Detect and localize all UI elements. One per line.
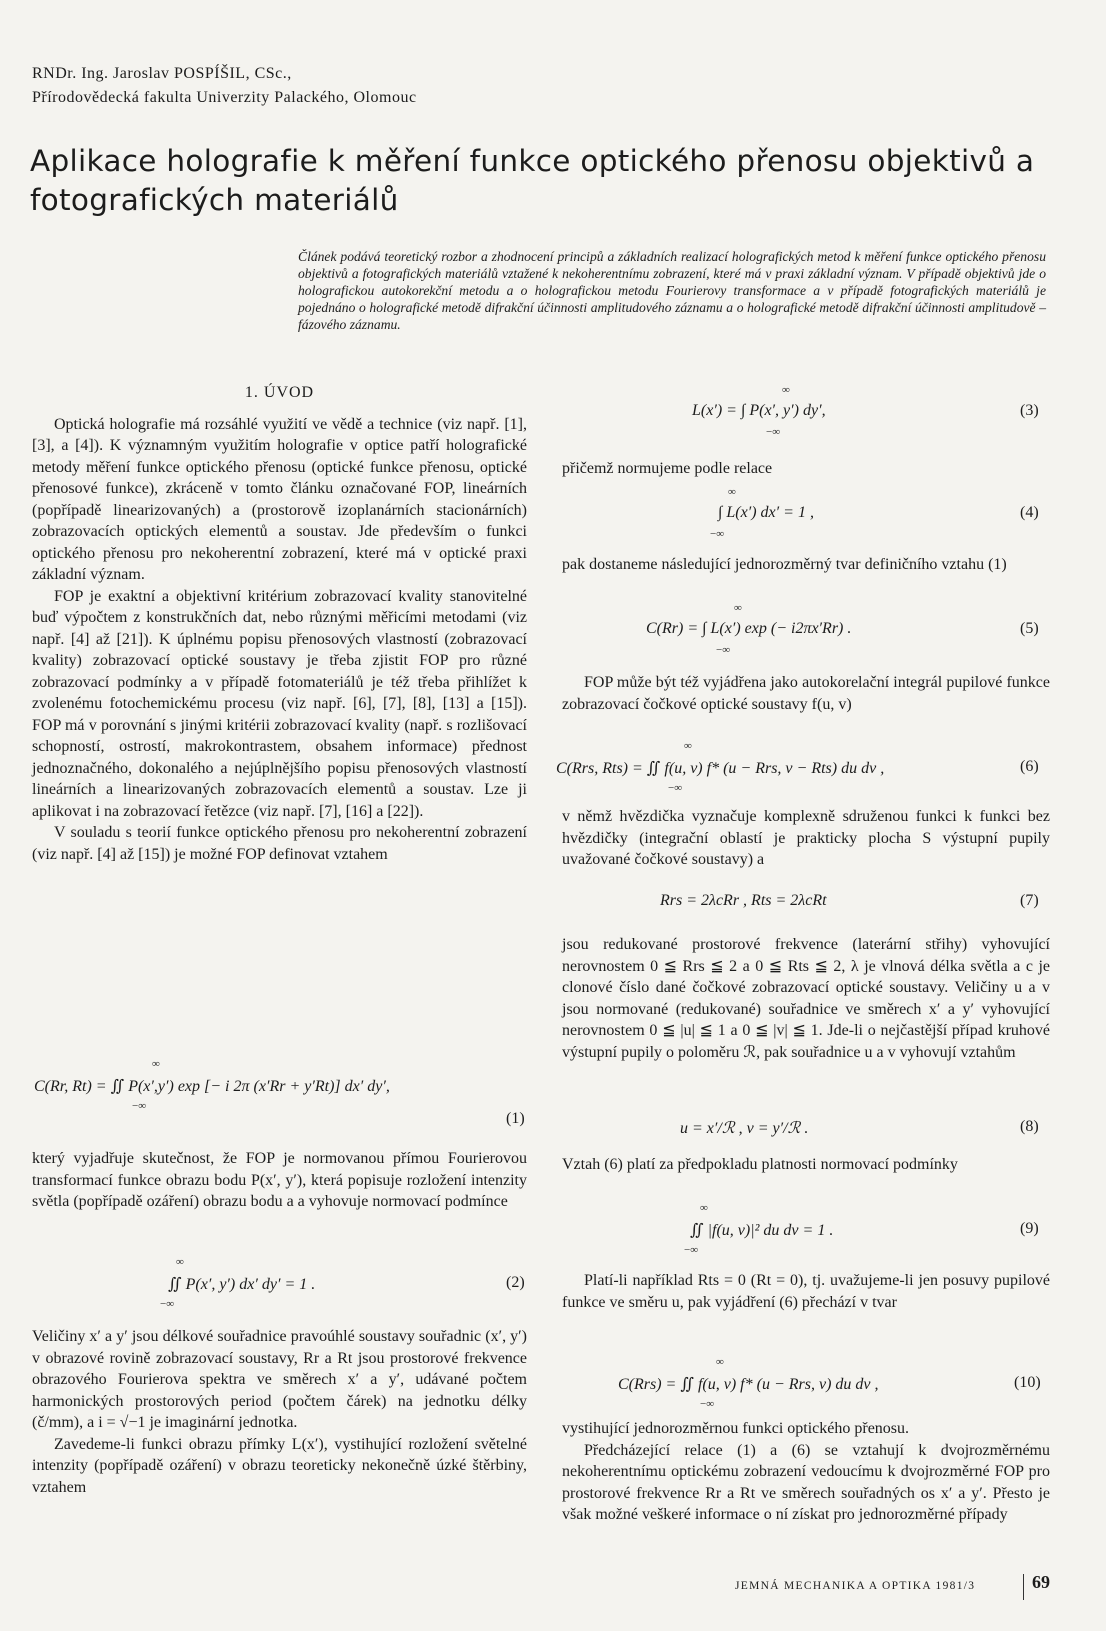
author-affiliation: Přírodovědecká fakulta Univerzity Palackého, Olomouc <box>32 89 417 106</box>
integral-upper-limit: ∞ <box>734 602 742 614</box>
equation-7: Rrs = 2λcRr , Rts = 2λcRt <box>660 892 827 909</box>
paragraph: který vyjadřuje skutečnost, že FOP je normovanou přímou Fourierovou transformací funkce obrazu bodu P(x′, y′), která popisuje rozložení intenzity světla (popřípadě ozáření) obrazu bodu a a vyhovuje normovací podmínce <box>32 1150 527 1210</box>
article-title: Aplikace holografie k měření funkce optického přenosu objektivů a fotografických materiálů <box>30 144 1035 217</box>
author-block <box>32 62 417 110</box>
integral-upper-limit: ∞ <box>684 740 692 752</box>
equation-3: L(x′) = ∫ P(x′, y′) dy′, <box>692 402 826 419</box>
integral-lower-limit: −∞ <box>700 1398 715 1410</box>
right-paragraph <box>562 806 1050 871</box>
equation-8: u = x′/ℛ , v = y′/ℛ . <box>680 1120 809 1137</box>
integral-lower-limit: −∞ <box>668 782 683 794</box>
integral-lower-limit: −∞ <box>684 1244 699 1256</box>
paragraph: Zavedeme-li funkci obrazu přímky L(x′), vystihující rozložení světelné intenzity (popřípadě ozáření) v obrazu teoreticky nekonečně úzké štěrbiny, vztahem <box>32 1435 527 1496</box>
left-column-bottom <box>32 1326 527 1498</box>
integral-upper-limit: ∞ <box>716 1356 724 1368</box>
integral-upper-limit: ∞ <box>700 1202 708 1214</box>
equation-number: (3) <box>1020 402 1039 419</box>
equation-number: (9) <box>1020 1220 1039 1237</box>
equation-number: (10) <box>1014 1374 1041 1391</box>
right-paragraph <box>562 1418 1050 1526</box>
paragraph: pak dostaneme následující jednorozměrný tvar definičního vztahu (1) <box>562 556 1007 573</box>
author-name: RNDr. Ing. Jaroslav POSPÍŠIL, CSc., <box>32 65 292 82</box>
equation-number: (2) <box>506 1274 525 1291</box>
left-column-middle <box>32 1148 527 1213</box>
equation-2: ∬ P(x′, y′) dx′ dy′ = 1 . <box>168 1276 316 1293</box>
right-paragraph <box>562 1270 1050 1313</box>
equation-4: ∫ L(x′) dx′ = 1 , <box>718 504 814 521</box>
equation-5: C(Rr) = ∫ L(x′) exp (− i2πx′Rr) . <box>646 620 852 637</box>
paragraph: přičemž normujeme podle relace <box>562 460 773 477</box>
equation-10: C(Rrs) = ∬ f(u, v) f* (u − Rrs, v) du dv , <box>618 1376 879 1393</box>
integral-lower-limit: −∞ <box>160 1298 175 1310</box>
integral-lower-limit: −∞ <box>132 1100 147 1112</box>
equation-number: (7) <box>1020 892 1039 909</box>
paragraph: FOP může být též vyjádřena jako autokorelační integrál pupilové funkce zobrazovací čočkové optické soustavy f(u, v) <box>562 674 1050 713</box>
right-paragraph <box>562 554 1050 576</box>
right-paragraph <box>562 672 1050 715</box>
equation-number: (4) <box>1020 504 1039 521</box>
equation-number: (8) <box>1020 1118 1039 1135</box>
integral-lower-limit: −∞ <box>766 426 781 438</box>
paragraph: Optická holografie má rozsáhlé využití ve vědě a technice (viz např. [1], [3], a [4]). K významným využitím holografie v optice patří holografické metody měření funkce optického přenosu (optické funkce přenosu, optické přenosové funkce), zkráceně v tomto článku označované FOP, lineárních (popřípadě linearizovaných) a (prostorově izoplanárních stacionárních) zobrazovacích optických elementů a soustav. Jde především o funkci optického přenosu pro nekoherentní zobrazení, které má v optické praxi základní význam. <box>32 415 527 583</box>
right-paragraph <box>562 934 1050 1063</box>
equation-1: C(Rr, Rt) = ∬ P(x′,y′) exp [− i 2π (x′Rr + y′Rt)] dx′ dy′, <box>34 1078 390 1095</box>
integral-lower-limit: −∞ <box>716 644 731 656</box>
integral-upper-limit: ∞ <box>176 1256 184 1268</box>
equation-9: ∬ |f(u, v)|² du dv = 1 . <box>690 1222 834 1239</box>
integral-lower-limit: −∞ <box>710 528 725 540</box>
equation-number: (5) <box>1020 620 1039 637</box>
equation-number: (1) <box>506 1110 525 1127</box>
paragraph: Předcházející relace (1) a (6) se vztahují k dvojrozměrnému nekoherentnímu optickému zobrazení vedoucímu k dvojrozměrné FOP pro prostorové frekvence Rr a Rt ve směrech souřadných os x′ a y′. Přesto je však možné veškeré informace o ní získat pro jednorozměrné případy <box>562 1441 1050 1523</box>
paragraph: jsou redukované prostorové frekvence (laterární střihy) vyhovující nerovnostem 0 ≦ Rrs ≦ 2 a 0 ≦ Rts ≦ 2, λ je vlnová délka světla a c je clonové číslo dané čočkové zobrazovací optické soustavy. Veličiny u a v jsou normované (redukované) souřadnice ve směrech x′ a y′ vyhovující nerovnostem 0 ≦ |u| ≦ 1 a 0 ≦ |v| ≦ 1. Jde-li o nejčastější případ kruhové výstupní pupily o poloměru ℛ, pak souřadnice u a v vyhovují vztahům <box>562 936 1050 1061</box>
paragraph: v němž hvězdička vyznačuje komplexně sdruženou funkci k funkci bez hvězdičky (integrační oblastí je prakticky plocha S výstupní pupily uvažované čočkové soustavy) a <box>562 808 1050 868</box>
footer-divider <box>1023 1574 1024 1600</box>
paragraph: Veličiny x′ a y′ jsou délkové souřadnice pravoúhlé soustavy souřadnic (x′, y′) v obrazové rovině zobrazovací soustavy, Rr a Rt jsou prostorové frekvence obrazového Fourierova spektra ve směrech x′ a y′, udávané počtem harmonických prostorových period (počtem čárek) na jednotku délky (č/mm), a i = √−1 je imaginární jednotka. <box>32 1328 527 1431</box>
page-number: 69 <box>1032 1572 1050 1592</box>
right-paragraph <box>562 458 1050 480</box>
section-heading: 1. ÚVOD <box>244 384 315 401</box>
equation-number: (6) <box>1020 758 1039 775</box>
left-column-top <box>32 382 527 865</box>
equation-6: C(Rrs, Rts) = ∬ f(u, v) f* (u − Rrs, v − Rts) du dv , <box>556 760 885 777</box>
paragraph: vystihující jednorozměrnou funkci optického přenosu. <box>562 1420 910 1437</box>
integral-upper-limit: ∞ <box>728 486 736 498</box>
journal-footer: JEMNÁ MECHANIKA A OPTIKA 1981/3 <box>735 1580 976 1592</box>
integral-upper-limit: ∞ <box>782 384 790 396</box>
paragraph: Platí-li například Rts = 0 (Rt = 0), tj. uvažujeme-li jen posuvy pupilové funkce ve směru u, pak vyjádření (6) přechází v tvar <box>562 1272 1050 1311</box>
integral-upper-limit: ∞ <box>152 1058 160 1070</box>
abstract: Článek podává teoretický rozbor a zhodnocení principů a základních realizací holografických metod k měření funkce optického přenosu objektivů a fotografických materiálů vztažené k nekoherentnímu zobrazení, které má v praxi základní význam. V případě objektivů jde o holografickou autokorekční metodu a o holografickou metodu Fourierovy transformace a v případě fotografických materiálů je pojednáno o holografické metodě difrakční účinnosti amplitudového záznamu a o holografické metodě difrakční účinnosti amplitudově – fázového záznamu. <box>298 249 1046 332</box>
paragraph: Vztah (6) platí za předpokladu platnosti normovací podmínky <box>562 1156 958 1173</box>
paragraph: FOP je exaktní a objektivní kritérium zobrazovací kvality stanovitelné buď výpočtem z konstrukčních dat, nebo různými měřicími metodami (viz např. [4] až [21]). K úplnému popisu přenosových vlastností (zobrazovací kvality) zobrazovací optické soustavy je třeba zjistit FOP pro různé zobrazovací podmínky a v případě fotomateriálů je též třeba přihlížet k zvolenému fotochemickému procesu (viz např. [6], [7], [8], [13] a [15]). FOP má v porovnání s jinými kritérii zobrazovací kvality (např. s rozlišovací schopností, ostrostí, makrokontrastem, obsahem informace) přednost jednoznačného, dokonalého a nejúplnějšího popisu přenosových vlastností lineárních a linearizovaných zobrazovacích elementů a soustav. Lze ji aplikovat i na zobrazovací řetězce (viz např. [7], [16] a [22]). <box>32 587 527 820</box>
right-paragraph <box>562 1154 1050 1176</box>
paragraph: V souladu s teorií funkce optického přenosu pro nekoherentní zobrazení (viz např. [4] až [15]) je možné FOP definovat vztahem <box>32 824 527 863</box>
